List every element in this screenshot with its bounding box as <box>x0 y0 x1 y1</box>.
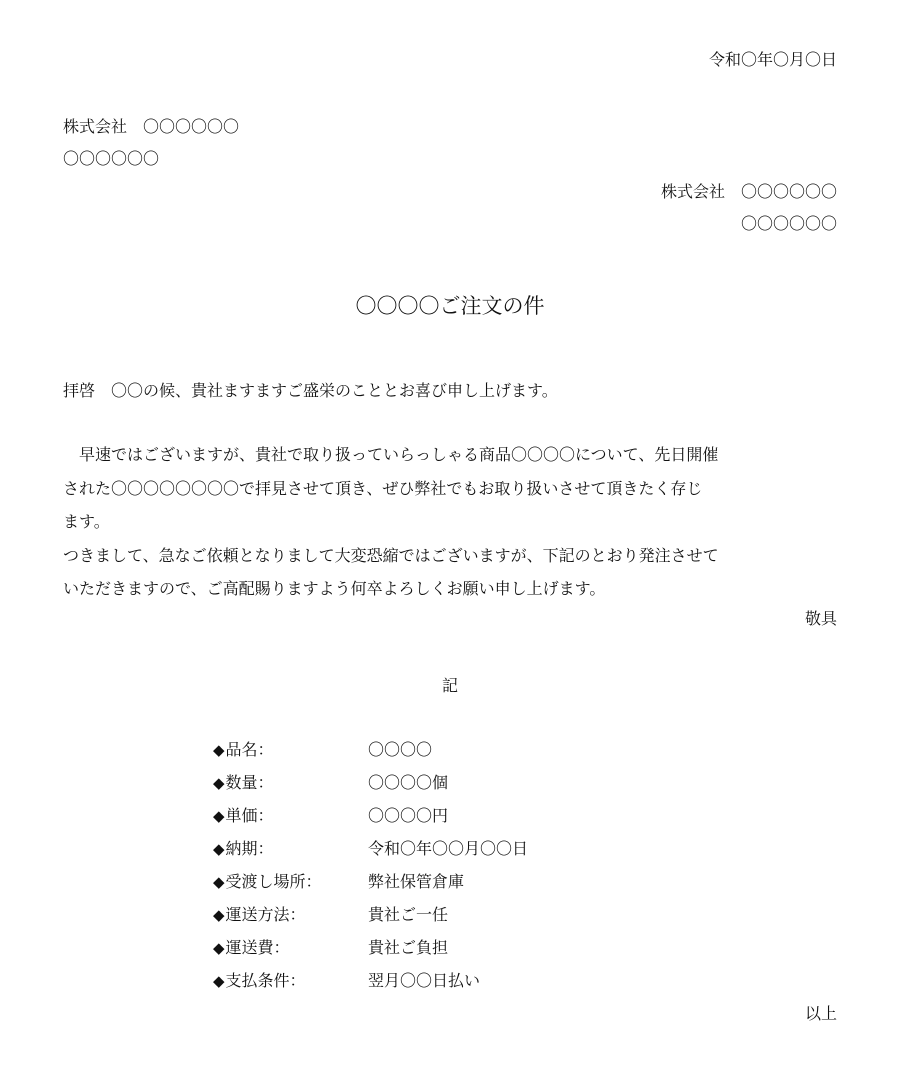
list-item <box>213 905 633 938</box>
sender-person: 〇〇〇〇〇〇 <box>740 214 837 233</box>
item-value: 令和〇年〇〇月〇〇日 <box>368 839 529 858</box>
letter-title: 〇〇〇〇ご注文の件 <box>355 294 545 318</box>
end-mark-ijou: 以上 <box>804 1004 837 1023</box>
item-label: 数量： <box>225 773 274 792</box>
list-item <box>213 971 633 1004</box>
diamond-bullet-icon: ◆ <box>213 939 225 957</box>
recipient-company: 株式会社 〇〇〇〇〇〇 <box>63 117 240 136</box>
item-value: 貴社ご一任 <box>368 905 449 924</box>
body-line: つきまして、急なご依頼となりまして大変恐縮ではございますが、下記のとおり発注させて <box>63 545 719 565</box>
item-value: 弊社保管倉庫 <box>368 872 465 891</box>
diamond-bullet-icon: ◆ <box>213 741 225 759</box>
item-label: 運送費： <box>225 938 290 957</box>
body-line: いただきますので、ご高配賜りますよう何卒よろしくお願い申し上げます。 <box>63 579 606 598</box>
list-item <box>213 740 633 773</box>
item-label: 品名： <box>225 740 274 759</box>
item-label: 受渡し場所： <box>225 872 322 891</box>
closing-keigu: 敬具 <box>804 609 837 628</box>
body-line: ます。 <box>63 512 110 531</box>
ki-heading: 記 <box>441 676 458 695</box>
greeting-line: 拝啓 〇〇の候、貴社ますますご盛栄のこととお喜び申し上げます。 <box>63 381 558 400</box>
body-line: 早速ではございますが、貴社で取り扱っていらっしゃる商品〇〇〇〇について、先日開催 <box>63 445 719 464</box>
diamond-bullet-icon: ◆ <box>213 873 225 891</box>
item-label: 納期： <box>225 839 274 858</box>
diamond-bullet-icon: ◆ <box>213 774 225 792</box>
item-label: 支払条件： <box>225 971 306 990</box>
letter-date: 令和〇年〇月〇日 <box>708 50 837 69</box>
item-value: 〇〇〇〇円 <box>368 806 449 825</box>
list-item <box>213 773 633 806</box>
item-value: 〇〇〇〇 <box>368 740 433 759</box>
list-item <box>213 839 633 872</box>
diamond-bullet-icon: ◆ <box>213 906 225 924</box>
diamond-bullet-icon: ◆ <box>213 840 225 858</box>
list-item <box>213 806 633 839</box>
diamond-bullet-icon: ◆ <box>213 972 225 990</box>
body-line: された〇〇〇〇〇〇〇〇で拝見させて頂き、ぜひ弊社でもお取り扱いさせて頂きたく存じ <box>63 478 703 498</box>
sender-company: 株式会社 〇〇〇〇〇〇 <box>660 182 837 201</box>
letter-body <box>63 438 839 606</box>
item-value: 貴社ご負担 <box>368 938 449 957</box>
diamond-bullet-icon: ◆ <box>213 807 225 825</box>
list-item <box>213 872 633 905</box>
item-label: 運送方法： <box>225 905 306 924</box>
recipient-person: 〇〇〇〇〇〇 <box>63 149 160 168</box>
list-item <box>213 938 633 971</box>
item-value: 翌月〇〇日払い <box>368 971 481 990</box>
item-label: 単価： <box>225 806 274 825</box>
order-details-list <box>213 740 633 1004</box>
item-value: 〇〇〇〇個 <box>368 773 449 792</box>
